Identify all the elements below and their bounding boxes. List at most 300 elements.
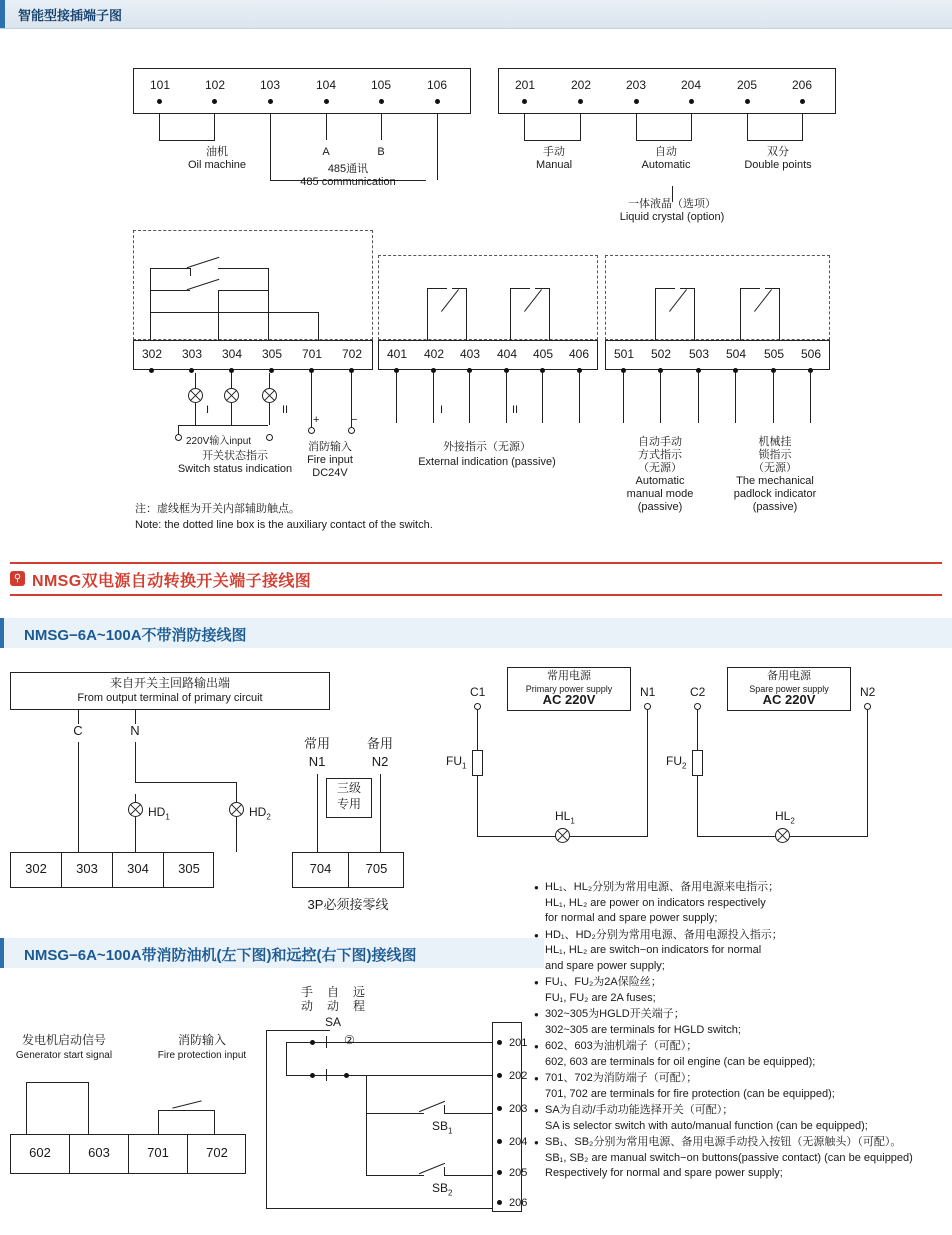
contact-line bbox=[419, 1163, 445, 1174]
subsection-title-1: NMSG−6A~100A不带消防接线图 bbox=[24, 627, 247, 644]
label-padlock-en3: (passive) bbox=[752, 501, 798, 513]
label-auto-manual-cn1: 自动手动 bbox=[638, 436, 682, 448]
spare-power-voltage: AC 220V bbox=[762, 692, 816, 707]
leader-line bbox=[747, 114, 748, 140]
label-circle-2: ② bbox=[344, 1033, 355, 1047]
wire bbox=[867, 710, 868, 836]
wire bbox=[135, 742, 136, 782]
terminal-dot bbox=[689, 99, 694, 104]
terminal-205: 205 bbox=[736, 78, 758, 92]
terminal-dot bbox=[324, 99, 329, 104]
label-sb2: $SB_2$ bbox=[432, 1181, 453, 1198]
remote-terminal-204: 204 bbox=[509, 1136, 528, 1148]
contact-line bbox=[150, 268, 151, 290]
wire bbox=[286, 1075, 492, 1076]
label-fu1: $FU_1$ bbox=[446, 754, 467, 771]
terminal-303: 303 bbox=[181, 347, 203, 361]
contact-line bbox=[655, 288, 656, 344]
wire bbox=[78, 742, 79, 852]
note-en1: FU₁, FU₂ are 2A fuses; bbox=[545, 991, 656, 1004]
label-lcd-cn: 一体液晶（选项） bbox=[628, 198, 716, 210]
label-auto-manual-en2: manual mode bbox=[626, 488, 694, 500]
note-item bbox=[534, 1039, 944, 1070]
terminal-305: 305 bbox=[261, 347, 283, 361]
terminal-103: 103 bbox=[259, 78, 281, 92]
search-icon: ⚲ bbox=[10, 571, 25, 586]
spare-power-cn: 备用电源 bbox=[767, 670, 811, 682]
terminal-402: 402 bbox=[423, 347, 445, 361]
label-sa-remote-2: 程 bbox=[352, 999, 365, 1013]
leader-line bbox=[691, 114, 692, 140]
remote-terminal-201: 201 bbox=[509, 1037, 528, 1049]
wire bbox=[623, 373, 624, 423]
cell-305: 305 bbox=[178, 861, 200, 876]
fuse-fu1 bbox=[472, 750, 483, 776]
notes-list bbox=[534, 880, 944, 1183]
label-sa-auto-2: 动 bbox=[326, 999, 339, 1013]
label-padlock-cn2: 锁指示 bbox=[758, 449, 792, 461]
wire bbox=[444, 1113, 492, 1114]
wire bbox=[236, 782, 237, 802]
contact-line bbox=[218, 290, 268, 291]
terminal-105: 105 bbox=[370, 78, 392, 92]
terminal-405: 405 bbox=[532, 347, 554, 361]
leader-line bbox=[636, 114, 637, 140]
wire bbox=[735, 373, 736, 423]
wire bbox=[380, 774, 381, 852]
label-sa: SA bbox=[324, 1015, 341, 1029]
label-external-indication-cn: 外接指示（无源） bbox=[443, 441, 531, 453]
note-cn: 701、702为消防端子（可配）； bbox=[545, 1072, 698, 1084]
terminal-106: 106 bbox=[426, 78, 448, 92]
cell-705: 705 bbox=[365, 861, 388, 876]
label-oil-machine-cn: 油机 bbox=[206, 146, 228, 158]
wire bbox=[135, 794, 136, 802]
label-220v-input: 220V输入input bbox=[186, 436, 252, 447]
label-roman-i: I bbox=[440, 404, 444, 416]
contact-line bbox=[150, 268, 190, 269]
remote-terminal-206: 206 bbox=[509, 1197, 528, 1209]
terminal-dot bbox=[522, 99, 527, 104]
contact-line bbox=[190, 268, 191, 276]
note-en1: HL₁, HL₂ are switch−on indicators for normal bbox=[545, 944, 762, 956]
contact-line bbox=[419, 1101, 445, 1112]
contact-line bbox=[765, 288, 780, 289]
terminal-206: 206 bbox=[791, 78, 813, 92]
label-generator-start-cn: 发电机启动信号 bbox=[21, 1033, 106, 1047]
label-auto-manual-cn3: （无源） bbox=[638, 462, 682, 474]
note-cn: SB₁、SB₂分别为常用电源、备用电源手动投入按钮（无源触头）（可配）。 bbox=[545, 1136, 902, 1148]
indicator-lamp-icon bbox=[224, 388, 239, 403]
wire bbox=[647, 710, 648, 836]
label-n2: N2 bbox=[860, 685, 876, 699]
leader-line bbox=[214, 114, 215, 140]
note-en2: and spare power supply; bbox=[545, 959, 665, 972]
terminal-406: 406 bbox=[568, 347, 590, 361]
contact-line bbox=[510, 288, 511, 344]
terminal-open-dot bbox=[175, 434, 182, 441]
terminal-open-dot bbox=[308, 427, 315, 434]
wire bbox=[790, 836, 868, 837]
cell-702: 702 bbox=[206, 1145, 228, 1160]
wire bbox=[366, 1075, 367, 1113]
source-label-en: From output terminal of primary circuit bbox=[77, 692, 263, 704]
fuse-fu2 bbox=[692, 750, 703, 776]
primary-power-voltage: AC 220V bbox=[542, 692, 596, 707]
terminal-104: 104 bbox=[315, 78, 337, 92]
label-sa-remote-1: 远 bbox=[352, 985, 365, 999]
wire bbox=[135, 817, 136, 852]
cell-303: 303 bbox=[76, 861, 98, 876]
label-manual-en: Manual bbox=[535, 159, 573, 171]
wire bbox=[78, 710, 79, 724]
note-en: Note: the dotted line box is the auxiliary contact of the switch. bbox=[135, 519, 433, 531]
wire bbox=[158, 1110, 159, 1134]
label-auto-cn: 自动 bbox=[655, 146, 677, 158]
note-en1: 701, 702 are terminals for fire protection (can be equipped); bbox=[545, 1087, 835, 1100]
wire bbox=[477, 776, 478, 836]
label-auto-en: Automatic bbox=[641, 159, 691, 171]
contact-line bbox=[150, 312, 318, 313]
label-double-en: Double points bbox=[744, 159, 812, 171]
terminal-204: 204 bbox=[680, 78, 702, 92]
label-c2: C2 bbox=[690, 685, 706, 699]
indicator-lamp-hd2-icon bbox=[229, 802, 244, 817]
label-normal-cn: 常用 bbox=[303, 736, 330, 751]
contact-line bbox=[326, 1036, 327, 1048]
label-sa-manual-1: 手 bbox=[300, 985, 313, 999]
leader-line bbox=[580, 114, 581, 140]
wire bbox=[477, 710, 478, 750]
leader-line bbox=[326, 114, 327, 140]
wire bbox=[266, 1030, 330, 1031]
note-en2: for normal and spare power supply; bbox=[545, 912, 718, 924]
terminal-501: 501 bbox=[613, 347, 635, 361]
label-n1: N1 bbox=[640, 685, 656, 699]
label-n: N bbox=[130, 723, 140, 738]
contact-line bbox=[150, 290, 190, 291]
leader-line bbox=[381, 114, 382, 140]
label-b: B bbox=[377, 146, 385, 158]
terminal-506: 506 bbox=[800, 347, 822, 361]
terminal-dot bbox=[497, 1200, 502, 1205]
leader-line bbox=[802, 114, 803, 140]
wire bbox=[286, 1042, 287, 1075]
label-spare-n2: N2 bbox=[371, 754, 389, 769]
terminal-304: 304 bbox=[221, 347, 243, 361]
wire bbox=[317, 774, 318, 852]
note-item bbox=[534, 1103, 944, 1134]
indicator-lamp-hd1-icon bbox=[128, 802, 143, 817]
label-padlock-en2: padlock indicator bbox=[733, 488, 817, 500]
note-cn: HD₁、HD₂分别为常用电源、备用电源投入指示； bbox=[545, 928, 783, 941]
contact-line bbox=[535, 288, 550, 289]
wire bbox=[506, 373, 507, 423]
wire bbox=[231, 373, 232, 388]
note-cn: SA为自动/手动功能选择开关（可配）； bbox=[545, 1104, 734, 1116]
primary-power-en: Primary power supply bbox=[525, 684, 613, 694]
label-c: C bbox=[73, 723, 83, 738]
wire bbox=[26, 1082, 88, 1083]
wire bbox=[773, 373, 774, 423]
label-fire-input-en: Fire input bbox=[307, 454, 353, 466]
contact-line bbox=[268, 268, 269, 344]
contact-line bbox=[427, 288, 428, 344]
terminal-dot bbox=[578, 99, 583, 104]
note-en1: SB₁, SB₂ are manual switch−on buttons(passive contact) (can be equipped) bbox=[545, 1151, 913, 1164]
indicator-lamp-icon bbox=[262, 388, 277, 403]
leader-line bbox=[437, 114, 438, 180]
label-485-cn: 485通讯 bbox=[327, 163, 369, 175]
contact-line bbox=[694, 288, 695, 344]
note-item bbox=[534, 1135, 944, 1182]
label-lcd-en: Liquid crystal (option) bbox=[619, 211, 725, 223]
wire bbox=[135, 710, 136, 724]
note-item bbox=[534, 1071, 944, 1102]
label-485-en: 485 communication bbox=[300, 176, 396, 188]
terminal-dot bbox=[800, 99, 805, 104]
aux-contact-dashed-box-3 bbox=[605, 255, 830, 340]
contact-line bbox=[452, 288, 467, 289]
wire bbox=[366, 1175, 424, 1176]
remote-terminal-205: 205 bbox=[509, 1167, 528, 1179]
label-minus: − bbox=[351, 414, 358, 426]
label-auto-manual-en1: Automatic bbox=[635, 475, 685, 487]
switch-contact-dot bbox=[344, 1073, 349, 1078]
terminal-dot bbox=[634, 99, 639, 104]
terminal-dot bbox=[268, 99, 273, 104]
subsection-title-2: NMSG−6A~100A带消防油机(左下图)和远控(右下图)接线图 bbox=[24, 947, 417, 964]
wire bbox=[698, 373, 699, 423]
wire bbox=[266, 1208, 492, 1209]
label-fire-input-cn: 消防输入 bbox=[308, 441, 352, 453]
terminal-dot bbox=[189, 368, 194, 373]
note-cn: FU₁、FU₂为2A保险丝； bbox=[545, 976, 662, 988]
wire bbox=[570, 836, 648, 837]
terminal-dot bbox=[157, 99, 162, 104]
terminal-505: 505 bbox=[763, 347, 785, 361]
terminal-101: 101 bbox=[149, 78, 171, 92]
label-spare-cn: 备用 bbox=[366, 736, 393, 751]
label-level3-line1: 三级 bbox=[336, 781, 361, 795]
contact-line bbox=[218, 290, 219, 344]
label-plus: + bbox=[313, 414, 320, 426]
wire bbox=[231, 403, 232, 425]
terminal-701: 701 bbox=[301, 347, 323, 361]
terminal-403: 403 bbox=[459, 347, 481, 361]
contact-line bbox=[549, 288, 550, 344]
leader-line bbox=[159, 114, 160, 140]
wire bbox=[269, 373, 270, 388]
contact-line bbox=[218, 268, 268, 269]
leader-line bbox=[159, 140, 215, 141]
label-roman-ii: II bbox=[282, 404, 289, 416]
label-switch-status-en: Switch status indication bbox=[177, 463, 293, 475]
wire bbox=[195, 403, 196, 425]
wire bbox=[236, 817, 237, 852]
label-double-cn: 双分 bbox=[767, 146, 789, 158]
note-item bbox=[534, 928, 944, 975]
label-3p-note: 3P必须接零线 bbox=[307, 897, 389, 912]
terminal-dot bbox=[497, 1040, 502, 1045]
note-cn: 302~305为HGLD开关端子； bbox=[545, 1008, 685, 1020]
wire bbox=[660, 373, 661, 423]
aux-contact-dashed-box-1 bbox=[133, 230, 373, 340]
contact-line bbox=[427, 288, 447, 289]
label-c1: C1 bbox=[470, 685, 486, 699]
terminal-203: 203 bbox=[625, 78, 647, 92]
cell-603: 603 bbox=[88, 1145, 110, 1160]
terminal-dot bbox=[497, 1106, 502, 1111]
terminal-dot bbox=[497, 1170, 502, 1175]
wire bbox=[444, 1175, 492, 1176]
label-sa-auto-1: 自 bbox=[326, 985, 339, 999]
note-item bbox=[534, 1007, 944, 1038]
wire bbox=[396, 373, 397, 423]
wire bbox=[810, 373, 811, 423]
wire bbox=[469, 373, 470, 423]
note-en1: 602, 603 are terminals for oil engine (can be equipped); bbox=[545, 1055, 816, 1068]
terminal-open-dot bbox=[474, 703, 481, 710]
wire bbox=[88, 1082, 89, 1134]
note-cn: 注：虚线框为开关内部辅助触点。 bbox=[135, 503, 300, 515]
terminal-open-dot bbox=[694, 703, 701, 710]
label-auto-manual-cn2: 方式指示 bbox=[638, 449, 682, 461]
contact-line bbox=[779, 288, 780, 344]
terminal-open-dot bbox=[348, 427, 355, 434]
label-fire-protection-en: Fire protection input bbox=[157, 1050, 247, 1061]
wire bbox=[311, 373, 312, 427]
terminal-open-dot bbox=[864, 703, 871, 710]
wire bbox=[178, 425, 268, 426]
aux-contact-dashed-box-2 bbox=[378, 255, 598, 340]
terminal-dot bbox=[435, 99, 440, 104]
wire bbox=[135, 782, 236, 783]
label-hd1: $HD_1$ bbox=[148, 805, 170, 822]
label-level3-line2: 专用 bbox=[336, 797, 361, 811]
cell-704: 704 bbox=[309, 861, 332, 876]
label-fu2: $FU_2$ bbox=[666, 754, 687, 771]
wire bbox=[286, 1042, 492, 1043]
wire bbox=[195, 373, 196, 388]
terminal-503: 503 bbox=[688, 347, 710, 361]
label-fire-dc24v: DC24V bbox=[312, 467, 348, 479]
section-rule-bottom bbox=[10, 594, 942, 596]
switch-contact-dot bbox=[310, 1040, 315, 1045]
label-padlock-cn1: 机械挂 bbox=[758, 436, 792, 448]
contact-line bbox=[444, 1167, 445, 1175]
switch-contact-dot bbox=[310, 1073, 315, 1078]
cell-602: 602 bbox=[29, 1145, 51, 1160]
wire bbox=[26, 1082, 27, 1134]
contact-line bbox=[740, 288, 741, 344]
label-generator-start-en: Generator start signal bbox=[15, 1050, 113, 1061]
terminal-dot bbox=[497, 1139, 502, 1144]
cell-304: 304 bbox=[127, 861, 149, 876]
cell-701: 701 bbox=[147, 1145, 169, 1160]
leader-line bbox=[747, 140, 803, 141]
wire bbox=[366, 1113, 367, 1175]
spare-power-en: Spare power supply bbox=[749, 684, 829, 694]
section-rule-top bbox=[10, 562, 942, 564]
note-cn: HL₁、HL₂分别为常用电源、备用电源来电指示； bbox=[545, 881, 780, 893]
contact-line bbox=[326, 1069, 327, 1081]
remote-terminal-strip bbox=[492, 1022, 522, 1212]
terminal-302: 302 bbox=[141, 347, 163, 361]
label-hl1: $HL_1$ bbox=[555, 809, 575, 826]
terminal-404: 404 bbox=[496, 347, 518, 361]
label-roman-i: I bbox=[206, 404, 210, 416]
wire bbox=[214, 1110, 215, 1134]
label-switch-status-cn: 开关状态指示 bbox=[202, 450, 268, 462]
note-en1: SA is selector switch with auto/manual function (can be equipped); bbox=[545, 1119, 868, 1132]
page-title: 智能型接插端子图 bbox=[18, 8, 123, 23]
terminal-dot bbox=[149, 368, 154, 373]
section-title: NMSG双电源自动转换开关端子接线图 bbox=[32, 573, 312, 590]
label-auto-manual-en3: (passive) bbox=[637, 501, 683, 513]
label-normal-n1: N1 bbox=[308, 754, 326, 769]
terminal-401: 401 bbox=[386, 347, 408, 361]
terminal-dot bbox=[379, 99, 384, 104]
contact-line bbox=[740, 288, 760, 289]
contact-line bbox=[510, 288, 530, 289]
note-en1: 302~305 are terminals for HGLD switch; bbox=[545, 1023, 741, 1036]
label-sa-manual-2: 动 bbox=[300, 999, 313, 1013]
page-header bbox=[0, 0, 952, 29]
wire bbox=[697, 776, 698, 836]
note-item bbox=[534, 975, 944, 1006]
label-roman-ii: II bbox=[512, 404, 519, 416]
contact-line bbox=[150, 290, 151, 344]
label-fire-protection-cn: 消防输入 bbox=[177, 1033, 226, 1047]
wire bbox=[266, 1030, 267, 1208]
contact-line bbox=[444, 1105, 445, 1113]
terminal-dot bbox=[212, 99, 217, 104]
wire bbox=[697, 710, 698, 750]
label-padlock-cn3: （无源） bbox=[753, 462, 797, 474]
label-padlock-en1: The mechanical bbox=[736, 475, 814, 487]
header-accent-bar bbox=[0, 0, 5, 28]
note-en1: HL₁, HL₂ are power on indicators respectively bbox=[545, 896, 766, 909]
terminal-102: 102 bbox=[204, 78, 226, 92]
label-hl2: $HL_2$ bbox=[775, 809, 795, 826]
label-oil-machine-en: Oil machine bbox=[187, 159, 247, 171]
primary-power-cn: 常用电源 bbox=[547, 670, 591, 682]
remote-terminal-203: 203 bbox=[509, 1103, 528, 1115]
terminal-502: 502 bbox=[650, 347, 672, 361]
label-manual-cn: 手动 bbox=[543, 146, 565, 158]
terminal-202: 202 bbox=[570, 78, 592, 92]
wire bbox=[269, 403, 270, 425]
terminal-201: 201 bbox=[514, 78, 536, 92]
cell-302: 302 bbox=[25, 861, 47, 876]
leader-line bbox=[636, 140, 692, 141]
wire bbox=[697, 836, 776, 837]
indicator-lamp-hl1-icon bbox=[555, 828, 570, 843]
note-item bbox=[534, 880, 944, 927]
terminal-702: 702 bbox=[341, 347, 363, 361]
terminal-dot bbox=[745, 99, 750, 104]
wire bbox=[477, 836, 556, 837]
label-sb1: $SB_1$ bbox=[432, 1119, 453, 1136]
contact-line bbox=[680, 288, 695, 289]
wire bbox=[579, 373, 580, 423]
wire bbox=[158, 1110, 214, 1111]
contact-line bbox=[655, 288, 675, 289]
indicator-lamp-hl2-icon bbox=[775, 828, 790, 843]
label-external-indication-en: External indication (passive) bbox=[418, 456, 556, 468]
source-label-cn: 来自开关主回路输出端 bbox=[109, 676, 230, 690]
